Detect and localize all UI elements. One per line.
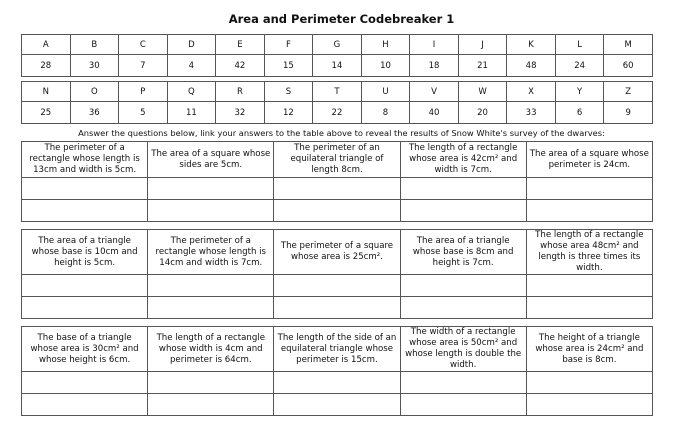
code-value-cell: 12 (264, 102, 313, 124)
letter-row (22, 394, 653, 416)
code-table-a-to-m (21, 34, 653, 77)
code-value-cell: 48 (507, 55, 556, 77)
code-letter-cell: B (70, 35, 119, 55)
instructions: Answer the questions below, link your answers to the table above to reveal the results of Snow White's survey of the dwarves: (78, 128, 605, 138)
code-value-cell: 60 (604, 55, 653, 77)
letter-cell[interactable] (274, 394, 400, 416)
answer-cell[interactable] (526, 178, 652, 200)
code-value-cell: 11 (167, 102, 216, 124)
question-cell: The length of the side of an equilateral triangle whose perimeter is 15cm. (274, 327, 400, 372)
answer-cell[interactable] (22, 178, 148, 200)
code-value-cell: 9 (604, 102, 653, 124)
code-letter-cell: M (604, 35, 653, 55)
code-value-cell: 10 (361, 55, 410, 77)
code-letter-cell: T (313, 82, 362, 102)
code-letter-cell: O (70, 82, 119, 102)
code-letter-cell: Z (604, 82, 653, 102)
answer-cell[interactable] (274, 178, 400, 200)
code-value-cell: 15 (264, 55, 313, 77)
letter-cell[interactable] (22, 200, 148, 222)
code-value-cell: 28 (22, 55, 71, 77)
question-cell: The perimeter of an equilateral triangle of length 8cm. (274, 142, 400, 178)
code-value-cell: 40 (410, 102, 459, 124)
answer-cell[interactable] (148, 275, 274, 297)
letter-cell[interactable] (274, 297, 400, 319)
code-value-cell: 22 (313, 102, 362, 124)
question-table-3 (21, 326, 653, 416)
question-cell: The perimeter of a square whose area is 25cm². (274, 230, 400, 275)
question-table-2 (21, 229, 653, 319)
answer-cell[interactable] (400, 275, 526, 297)
code-letter-cell: F (264, 35, 313, 55)
code-value-cell: 8 (361, 102, 410, 124)
question-cell: The length of a rectangle whose width is 4cm and perimeter is 64cm. (148, 327, 274, 372)
code-letter-cell: A (22, 35, 71, 55)
code-value-cell: 21 (458, 55, 507, 77)
code-letter-cell: W (458, 82, 507, 102)
letter-cell[interactable] (148, 394, 274, 416)
letter-cell[interactable] (22, 297, 148, 319)
letter-cell[interactable] (274, 200, 400, 222)
code-letter-cell: H (361, 35, 410, 55)
code-letter-cell: U (361, 82, 410, 102)
code-value-cell: 4 (167, 55, 216, 77)
code-value-cell: 18 (410, 55, 459, 77)
question-cell: The perimeter of a rectangle whose length is 13cm and width is 5cm. (22, 142, 148, 178)
code-letter-cell: X (507, 82, 556, 102)
code-letter-cell: Y (555, 82, 604, 102)
page-title: Area and Perimeter Codebreaker 1 (228, 12, 455, 26)
code-letter-cell: Q (167, 82, 216, 102)
code-value-cell: 24 (555, 55, 604, 77)
question-cell: The area of a triangle whose base is 8cm and height is 7cm. (400, 230, 526, 275)
code-letter-cell: L (555, 35, 604, 55)
letter-cell[interactable] (400, 394, 526, 416)
question-cell: The base of a triangle whose area is 30cm² and whose height is 6cm. (22, 327, 148, 372)
code-value-cell: 6 (555, 102, 604, 124)
code-value-cell: 5 (119, 102, 168, 124)
code-letter-cell: R (216, 82, 265, 102)
code-letters-row (22, 82, 653, 102)
answer-cell[interactable] (22, 275, 148, 297)
code-letter-cell: G (313, 35, 362, 55)
answer-cell[interactable] (400, 178, 526, 200)
letter-row (22, 200, 653, 222)
code-letter-cell: J (458, 35, 507, 55)
question-cell: The area of a square whose sides are 5cm. (148, 142, 274, 178)
code-value-cell: 32 (216, 102, 265, 124)
answer-cell[interactable] (400, 372, 526, 394)
code-letter-cell: D (167, 35, 216, 55)
question-row (22, 327, 653, 372)
letter-cell[interactable] (400, 297, 526, 319)
code-value-cell: 25 (22, 102, 71, 124)
letter-row (22, 297, 653, 319)
answer-row (22, 372, 653, 394)
question-cell: The height of a triangle whose area is 24cm² and base is 8cm. (526, 327, 652, 372)
letter-cell[interactable] (400, 200, 526, 222)
code-value-cell: 7 (119, 55, 168, 77)
letter-cell[interactable] (148, 200, 274, 222)
question-table-1 (21, 141, 653, 222)
code-letter-cell: P (119, 82, 168, 102)
code-value-cell: 30 (70, 55, 119, 77)
question-row (22, 142, 653, 178)
question-cell: The length of a rectangle whose area is 42cm² and width is 7cm. (400, 142, 526, 178)
letter-cell[interactable] (526, 297, 652, 319)
answer-cell[interactable] (274, 372, 400, 394)
code-letter-cell: S (264, 82, 313, 102)
question-cell: The perimeter of a rectangle whose length is 14cm and width is 7cm. (148, 230, 274, 275)
code-value-cell: 42 (216, 55, 265, 77)
question-cell: The length of a rectangle whose area 48cm² and length is three times its width. (526, 230, 652, 275)
code-value-cell: 20 (458, 102, 507, 124)
answer-cell[interactable] (148, 372, 274, 394)
code-letter-cell: V (410, 82, 459, 102)
code-values-row (22, 55, 653, 77)
code-letters-row (22, 35, 653, 55)
answer-row (22, 178, 653, 200)
answer-cell[interactable] (274, 275, 400, 297)
answer-cell[interactable] (22, 372, 148, 394)
letter-cell[interactable] (148, 297, 274, 319)
question-cell: The width of a rectangle whose area is 50cm² and whose length is double the width. (400, 327, 526, 372)
code-table-n-to-z (21, 81, 653, 124)
code-letter-cell: E (216, 35, 265, 55)
code-letter-cell: C (119, 35, 168, 55)
code-value-cell: 14 (313, 55, 362, 77)
question-cell: The area of a triangle whose base is 10cm and height is 5cm. (22, 230, 148, 275)
code-values-row (22, 102, 653, 124)
answer-row (22, 275, 653, 297)
code-letter-cell: N (22, 82, 71, 102)
answer-cell[interactable] (526, 372, 652, 394)
code-letter-cell: K (507, 35, 556, 55)
question-row (22, 230, 653, 275)
letter-cell[interactable] (22, 394, 148, 416)
code-value-cell: 36 (70, 102, 119, 124)
question-cell: The area of a square whose perimeter is 24cm. (526, 142, 652, 178)
answer-cell[interactable] (526, 275, 652, 297)
code-letter-cell: I (410, 35, 459, 55)
answer-cell[interactable] (148, 178, 274, 200)
code-value-cell: 33 (507, 102, 556, 124)
letter-cell[interactable] (526, 200, 652, 222)
letter-cell[interactable] (526, 394, 652, 416)
